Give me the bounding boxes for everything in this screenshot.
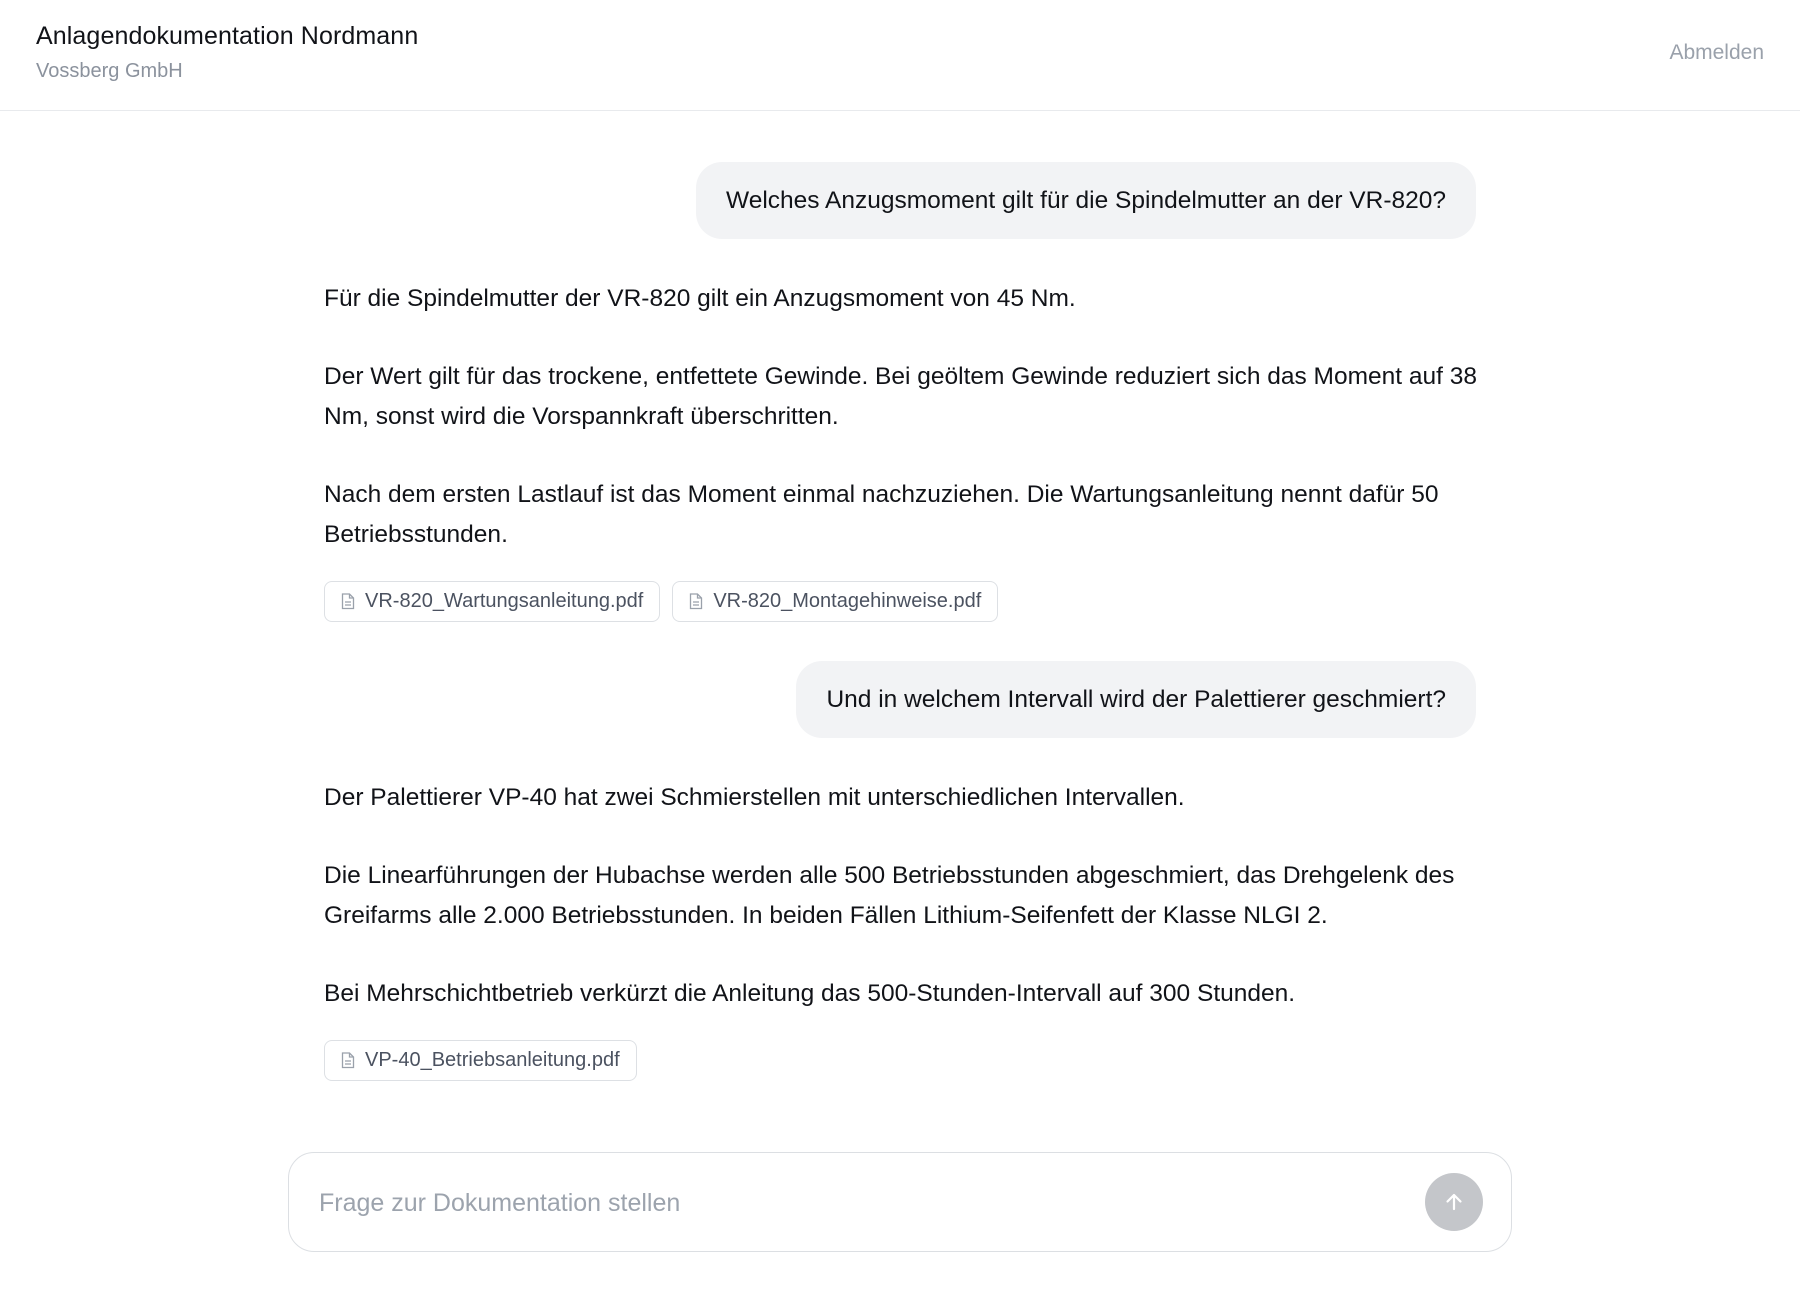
source-list	[324, 1040, 1484, 1081]
source-chip[interactable]	[672, 581, 998, 622]
answer-paragraph: Der Palettierer VP-40 hat zwei Schmierstellen mit unterschiedlichen Intervallen.	[324, 784, 1185, 811]
document-icon	[341, 1052, 355, 1069]
answer-paragraph: Die Linearführungen der Hubachse werden alle 500 Betriebsstunden abgeschmiert, das Drehgelenk des Greifarms alle 2.000 Betriebsstunden. In beiden Fällen Lithium-Seifenfett der Klasse NLGI 2.	[324, 862, 1455, 929]
answer-paragraph: Nach dem ersten Lastlauf ist das Moment einmal nachzuziehen. Die Wartungsanleitung nennt dafür 50 Betriebsstunden.	[324, 481, 1439, 548]
source-chip[interactable]	[324, 581, 660, 622]
source-filename: VR-820_Montagehinweise.pdf	[713, 590, 982, 612]
assistant-message	[324, 778, 1484, 1081]
source-list	[324, 581, 1484, 622]
source-filename: VR-820_Wartungsanleitung.pdf	[365, 590, 644, 612]
answer-paragraph: Bei Mehrschichtbetrieb verkürzt die Anleitung das 500-Stunden-Intervall auf 300 Stunden.	[324, 980, 1296, 1007]
logout-button[interactable]: Abmelden	[1669, 41, 1764, 64]
send-button[interactable]	[1425, 1173, 1483, 1231]
question-input[interactable]	[319, 1153, 1399, 1253]
user-message: Und in welchem Intervall wird der Palettierer geschmiert?	[796, 661, 1476, 738]
company-name: Vossberg GmbH	[36, 60, 183, 82]
app-title: Anlagendokumentation Nordmann	[36, 22, 419, 50]
document-icon	[689, 593, 703, 610]
source-filename: VP-40_Betriebsanleitung.pdf	[365, 1049, 620, 1071]
question-composer	[288, 1152, 1512, 1252]
answer-paragraph: Für die Spindelmutter der VR-820 gilt ein Anzugsmoment von 45 Nm.	[324, 285, 1076, 312]
app-header	[0, 0, 1800, 111]
user-message: Welches Anzugsmoment gilt für die Spindelmutter an der VR-820?	[696, 162, 1476, 239]
arrow-up-icon	[1443, 1191, 1465, 1213]
document-icon	[341, 593, 355, 610]
assistant-message	[324, 279, 1484, 622]
source-chip[interactable]	[324, 1040, 637, 1081]
answer-paragraph: Der Wert gilt für das trockene, entfettete Gewinde. Bei geöltem Gewinde reduziert sich das Moment auf 38 Nm, sonst wird die Vorspannkraft überschritten.	[324, 363, 1477, 430]
